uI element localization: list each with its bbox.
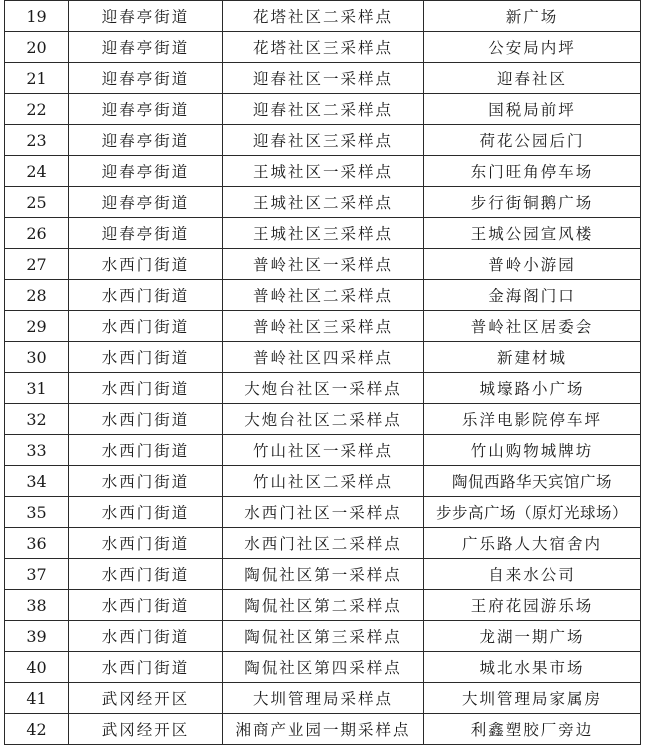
table-row: [5, 559, 641, 590]
sampling-point-cell: 竹山社区二采样点: [223, 466, 424, 497]
location-cell: 利鑫塑胶厂旁边: [424, 714, 641, 745]
location-cell: 王城公园宣风楼: [424, 218, 641, 249]
row-number-cell: 36: [5, 528, 69, 559]
street-cell: 水西门街道: [69, 652, 223, 683]
street-cell: 迎春亭街道: [69, 187, 223, 218]
street-cell: 武冈经开区: [69, 683, 223, 714]
row-number-cell: 41: [5, 683, 69, 714]
street-cell: 水西门街道: [69, 342, 223, 373]
street-cell: 迎春亭街道: [69, 156, 223, 187]
row-number-cell: 20: [5, 32, 69, 63]
table-row: [5, 311, 641, 342]
sampling-point-cell: 迎春社区三采样点: [223, 125, 424, 156]
sampling-point-cell: 王城社区二采样点: [223, 187, 424, 218]
location-cell: 迎春社区: [424, 63, 641, 94]
sampling-point-cell: 陶侃社区第二采样点: [223, 590, 424, 621]
row-number-cell: 35: [5, 497, 69, 528]
street-cell: 武冈经开区: [69, 714, 223, 745]
row-number-cell: 42: [5, 714, 69, 745]
table-row: [5, 714, 641, 745]
row-number-cell: 19: [5, 1, 69, 32]
sampling-point-cell: 大炮台社区一采样点: [223, 373, 424, 404]
row-number-cell: 34: [5, 466, 69, 497]
location-cell: 国税局前坪: [424, 94, 641, 125]
location-cell: 步行街铜鹅广场: [424, 187, 641, 218]
street-cell: 水西门街道: [69, 466, 223, 497]
row-number-cell: 22: [5, 94, 69, 125]
sampling-points-table: [4, 0, 641, 745]
location-cell: 大圳管理局家属房: [424, 683, 641, 714]
table-row: [5, 187, 641, 218]
location-cell: 步步高广场（原灯光球场）: [424, 497, 641, 528]
row-number-cell: 29: [5, 311, 69, 342]
row-number-cell: 30: [5, 342, 69, 373]
street-cell: 迎春亭街道: [69, 32, 223, 63]
sampling-point-cell: 迎春社区二采样点: [223, 94, 424, 125]
location-cell: 普岭社区居委会: [424, 311, 641, 342]
table-row: [5, 63, 641, 94]
location-cell: 城北水果市场: [424, 652, 641, 683]
table-row: [5, 435, 641, 466]
table-row: [5, 156, 641, 187]
sampling-points-table-wrap: [4, 0, 640, 745]
table-row: [5, 621, 641, 652]
street-cell: 水西门街道: [69, 435, 223, 466]
row-number-cell: 26: [5, 218, 69, 249]
table-row: [5, 32, 641, 63]
location-cell: 广乐路人大宿舍内: [424, 528, 641, 559]
sampling-point-cell: 普岭社区三采样点: [223, 311, 424, 342]
table-row: [5, 528, 641, 559]
table-row: [5, 280, 641, 311]
row-number-cell: 37: [5, 559, 69, 590]
location-cell: 金海阁门口: [424, 280, 641, 311]
location-cell: 公安局内坪: [424, 32, 641, 63]
table-row: [5, 466, 641, 497]
location-cell: 王府花园游乐场: [424, 590, 641, 621]
sampling-point-cell: 陶侃社区第四采样点: [223, 652, 424, 683]
street-cell: 水西门街道: [69, 497, 223, 528]
row-number-cell: 39: [5, 621, 69, 652]
row-number-cell: 24: [5, 156, 69, 187]
sampling-point-cell: 大圳管理局采样点: [223, 683, 424, 714]
sampling-point-cell: 花塔社区三采样点: [223, 32, 424, 63]
sampling-point-cell: 花塔社区二采样点: [223, 1, 424, 32]
table-row: [5, 249, 641, 280]
table-row: [5, 94, 641, 125]
sampling-point-cell: 王城社区三采样点: [223, 218, 424, 249]
sampling-point-cell: 普岭社区一采样点: [223, 249, 424, 280]
street-cell: 水西门街道: [69, 621, 223, 652]
table-row: [5, 373, 641, 404]
table-row: [5, 342, 641, 373]
row-number-cell: 21: [5, 63, 69, 94]
street-cell: 迎春亭街道: [69, 94, 223, 125]
sampling-point-cell: 湘商产业园一期采样点: [223, 714, 424, 745]
location-cell: 陶侃西路华天宾馆广场: [424, 466, 641, 497]
street-cell: 水西门街道: [69, 528, 223, 559]
street-cell: 迎春亭街道: [69, 218, 223, 249]
location-cell: 新广场: [424, 1, 641, 32]
table-row: [5, 125, 641, 156]
street-cell: 迎春亭街道: [69, 1, 223, 32]
sampling-point-cell: 陶侃社区第一采样点: [223, 559, 424, 590]
street-cell: 迎春亭街道: [69, 63, 223, 94]
sampling-point-cell: 王城社区一采样点: [223, 156, 424, 187]
table-body: [5, 1, 641, 745]
sampling-point-cell: 普岭社区二采样点: [223, 280, 424, 311]
location-cell: 自来水公司: [424, 559, 641, 590]
row-number-cell: 32: [5, 404, 69, 435]
row-number-cell: 38: [5, 590, 69, 621]
street-cell: 水西门街道: [69, 590, 223, 621]
street-cell: 水西门街道: [69, 249, 223, 280]
street-cell: 迎春亭街道: [69, 125, 223, 156]
street-cell: 水西门街道: [69, 559, 223, 590]
sampling-point-cell: 大炮台社区二采样点: [223, 404, 424, 435]
location-cell: 荷花公园后门: [424, 125, 641, 156]
street-cell: 水西门街道: [69, 404, 223, 435]
sampling-point-cell: 竹山社区一采样点: [223, 435, 424, 466]
street-cell: 水西门街道: [69, 373, 223, 404]
row-number-cell: 33: [5, 435, 69, 466]
table-row: [5, 218, 641, 249]
street-cell: 水西门街道: [69, 280, 223, 311]
table-row: [5, 590, 641, 621]
row-number-cell: 31: [5, 373, 69, 404]
street-cell: 水西门街道: [69, 311, 223, 342]
table-row: [5, 683, 641, 714]
location-cell: 竹山购物城牌坊: [424, 435, 641, 466]
table-row: [5, 652, 641, 683]
row-number-cell: 23: [5, 125, 69, 156]
sampling-point-cell: 陶侃社区第三采样点: [223, 621, 424, 652]
location-cell: 新建材城: [424, 342, 641, 373]
row-number-cell: 28: [5, 280, 69, 311]
sampling-point-cell: 水西门社区一采样点: [223, 497, 424, 528]
row-number-cell: 27: [5, 249, 69, 280]
sampling-point-cell: 普岭社区四采样点: [223, 342, 424, 373]
location-cell: 乐洋电影院停车坪: [424, 404, 641, 435]
location-cell: 城壕路小广场: [424, 373, 641, 404]
location-cell: 东门旺角停车场: [424, 156, 641, 187]
sampling-point-cell: 迎春社区一采样点: [223, 63, 424, 94]
location-cell: 普岭小游园: [424, 249, 641, 280]
table-row: [5, 1, 641, 32]
location-cell: 龙湖一期广场: [424, 621, 641, 652]
table-row: [5, 497, 641, 528]
row-number-cell: 40: [5, 652, 69, 683]
table-row: [5, 404, 641, 435]
sampling-point-cell: 水西门社区二采样点: [223, 528, 424, 559]
row-number-cell: 25: [5, 187, 69, 218]
